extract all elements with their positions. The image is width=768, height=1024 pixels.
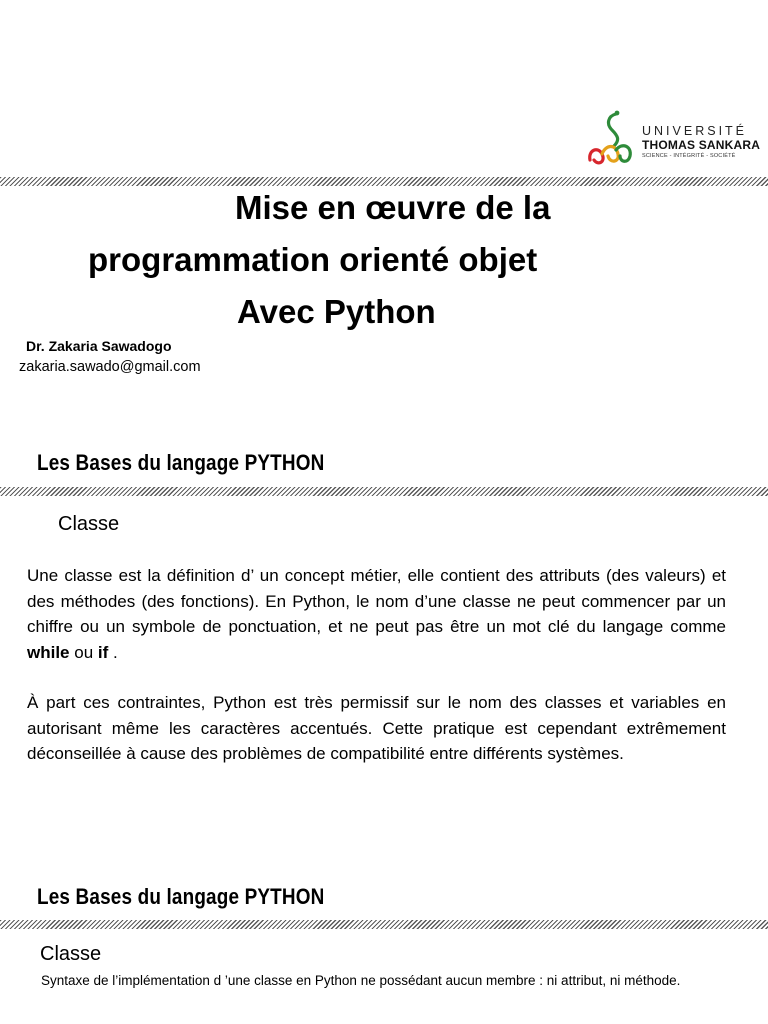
title-line-2: programmation orienté objet <box>88 241 538 278</box>
logo-university-label: UNIVERSITÉ <box>642 124 748 138</box>
keyword-while: while <box>27 642 70 662</box>
subheading-classe-1: Classe <box>58 513 120 535</box>
logo-motto: SCIENCE - INTÉGRITÉ - SOCIÉTÉ <box>642 153 736 159</box>
author-email: zakaria.sawado@gmail.com <box>19 359 201 375</box>
paragraph-text-mid: ou <box>69 642 98 662</box>
paragraph-naming-constraints: À part ces contraintes, Python est très permissif sur le nom des classes et variables en autorisant même les caractères accentués. Cette pratique est cependant extrêmement déconseillée à cause des problèmes de compatibilité entre différents systèmes. <box>27 693 726 763</box>
subheading-classe-2: Classe <box>40 943 102 965</box>
author-name: Dr. Zakaria Sawadogo <box>26 338 172 354</box>
paragraph-text-end: . <box>108 642 118 662</box>
paragraph-class-syntax: Syntaxe de l’implémentation d ’une classe en Python ne possédant aucun membre : ni attribut, ni méthode. <box>41 973 681 988</box>
university-emblem-icon <box>586 110 636 168</box>
logo-university-name: THOMAS SANKARA <box>642 138 761 152</box>
paragraph-class-definition <box>27 563 726 665</box>
section-heading-1: Les Bases du langage PYTHON <box>37 450 325 475</box>
divider-section-1 <box>0 487 768 496</box>
paragraph-text: Une classe est la définition d’ un concept métier, elle contient des attributs (des valeurs) et des méthodes (des fonctions). En Python, le nom d’une classe ne peut commencer par un chiffre ou un symbole de ponctuation, et ne peut pas être un mot clé du langage comme <box>27 566 726 636</box>
university-logo <box>586 110 764 170</box>
title-line-3: Avec Python <box>237 293 436 330</box>
title-line-1: Mise en œuvre de la <box>235 189 551 226</box>
divider-section-2 <box>0 920 768 929</box>
section-heading-2: Les Bases du langage PYTHON <box>37 884 325 909</box>
logo-text <box>642 124 764 160</box>
keyword-if: if <box>97 642 109 662</box>
